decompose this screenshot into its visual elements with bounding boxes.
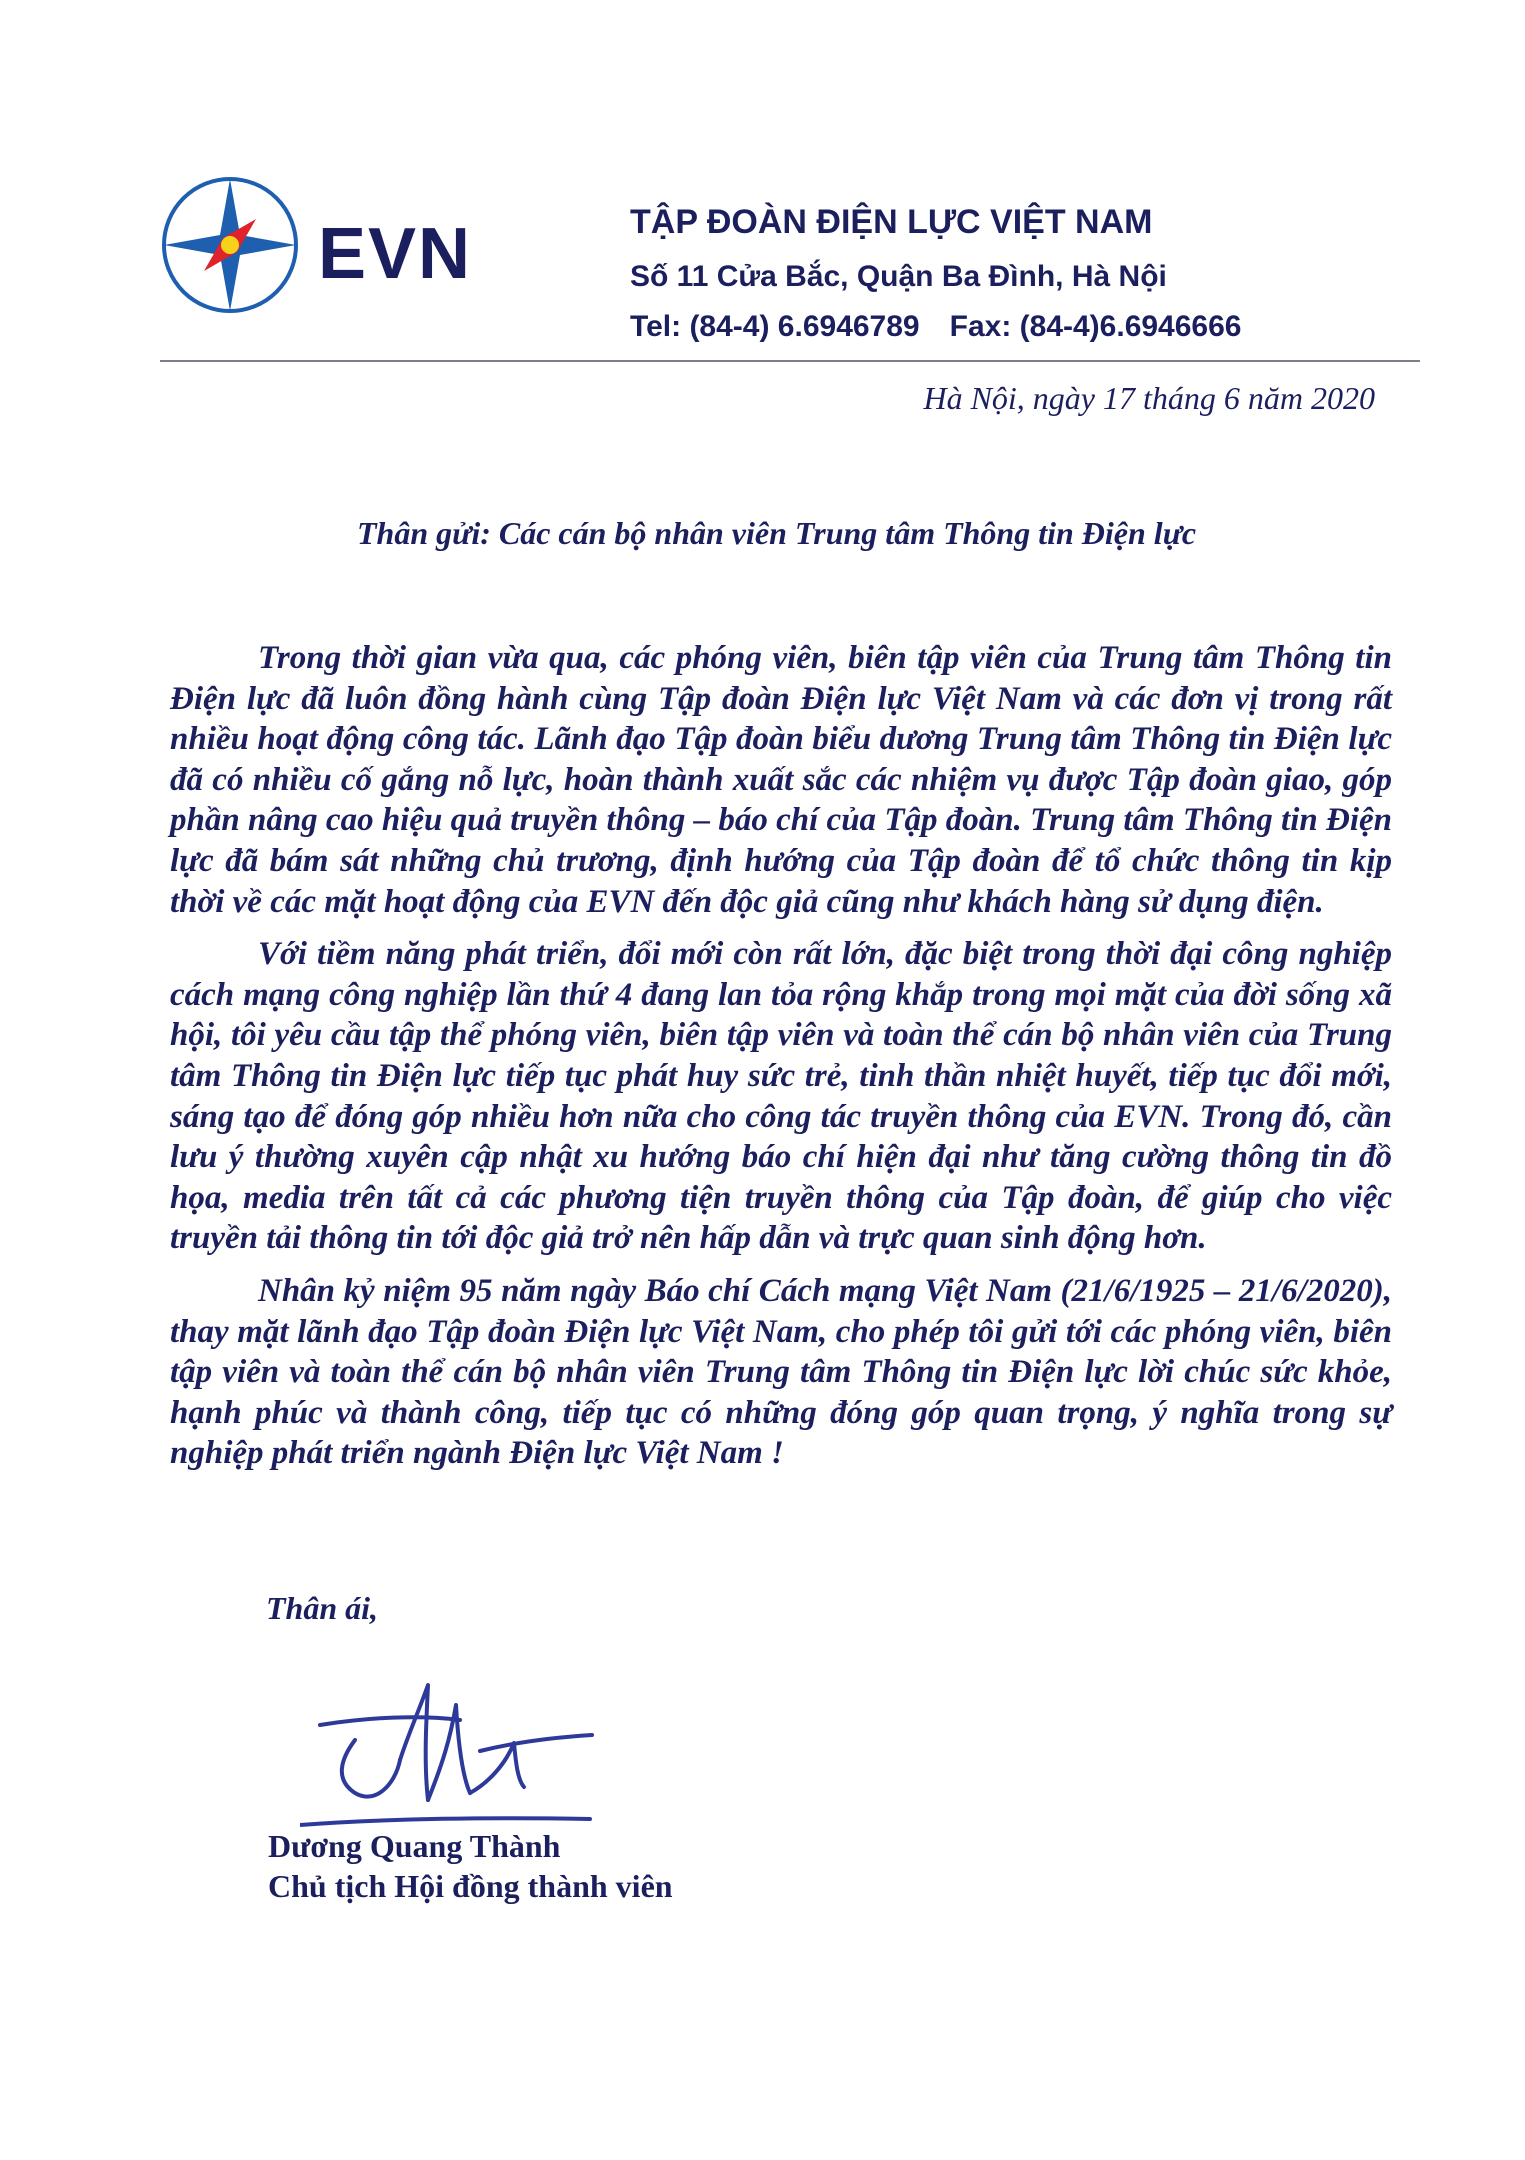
salutation: Thân gửi: Các cán bộ nhân viên Trung tâm Thông tin Điện lực (357, 515, 1197, 551)
company-address: Số 11 Cửa Bắc, Quận Ba Đình, Hà Nội (630, 260, 1167, 293)
body-paragraph-3: Nhân kỷ niệm 95 năm ngày Báo chí Cách mạng Việt Nam (21/6/1925 – 21/6/2020), thay mặt lãnh đạo Tập đoàn Điện lực Việt Nam, cho phép tôi gửi tới các phóng viên, biên tập viên và toàn thể cán bộ nhân viên Trung tâm Thông tin Điện lực lời chúc sức khỏe, hạnh phúc và thành công, tiếp tục có những đóng góp quan trọng, ý nghĩa trong sự nghiệp phát triển ngành Điện lực Việt Nam ! (170, 1272, 1392, 1472)
signature-icon (300, 1665, 600, 1845)
signer-title: Chủ tịch Hội đồng thành viên (268, 1868, 673, 1904)
letter-body (170, 638, 1392, 1486)
evn-logo-icon (160, 175, 300, 315)
body-paragraph-2: Với tiềm năng phát triển, đổi mới còn rất lớn, đặc biệt trong thời đại công nghiệp cách mạng công nghiệp lần thứ 4 đang lan tỏa rộng khắp trong mọi mặt của đời sống xã hội, tôi yêu cầu tập thể phóng viên, biên tập viên và toàn thể cán bộ nhân viên của Trung tâm Thông tin Điện lực tiếp tục phát huy sức trẻ, tinh thần nhiệt huyết, tiếp tục đổi mới, sáng tạo để đóng góp nhiều hơn nữa cho công tác truyền thông của EVN. Trong đó, cần lưu ý thường xuyên cập nhật xu hướng báo chí hiện đại như tăng cường thông tin đồ họa, media trên tất cả các phương tiện truyền thông của Tập đoàn, để giúp cho việc truyền tải thông tin tới độc giả trở nên hấp dẫn và trực quan sinh động hơn. (170, 936, 1392, 1257)
date-line: Hà Nội, ngày 17 tháng 6 năm 2020 (923, 380, 1375, 416)
company-tel: Tel: (84-4) 6.6946789 (630, 310, 920, 343)
signer-name: Dương Quang Thành (268, 1828, 561, 1864)
body-paragraph-1: Trong thời gian vừa qua, các phóng viên, biên tập viên của Trung tâm Thông tin Điện lực đã luôn đồng hành cùng Tập đoàn Điện lực Việt Nam và các đơn vị trong rất nhiều hoạt động công tác. Lãnh đạo Tập đoàn biểu dương Trung tâm Thông tin Điện lực đã có nhiều cố gắng nỗ lực, hoàn thành xuất sắc các nhiệm vụ được Tập đoàn giao, góp phần nâng cao hiệu quả truyền thông – báo chí của Tập đoàn. Trung tâm Thông tin Điện lực đã bám sát những chủ trương, định hướng của Tập đoàn để tổ chức thông tin kịp thời về các mặt hoạt động của EVN đến độc giả cũng như khách hàng sử dụng điện. (170, 640, 1392, 920)
company-contact (630, 312, 1241, 342)
company-name: TẬP ĐOÀN ĐIỆN LỰC VIỆT NAM (630, 203, 1153, 241)
logo-wordmark: EVN (318, 214, 473, 294)
closing: Thân ái, (266, 1590, 379, 1626)
header-divider (160, 360, 1420, 362)
company-fax: Fax: (84-4)6.6946666 (949, 310, 1242, 343)
